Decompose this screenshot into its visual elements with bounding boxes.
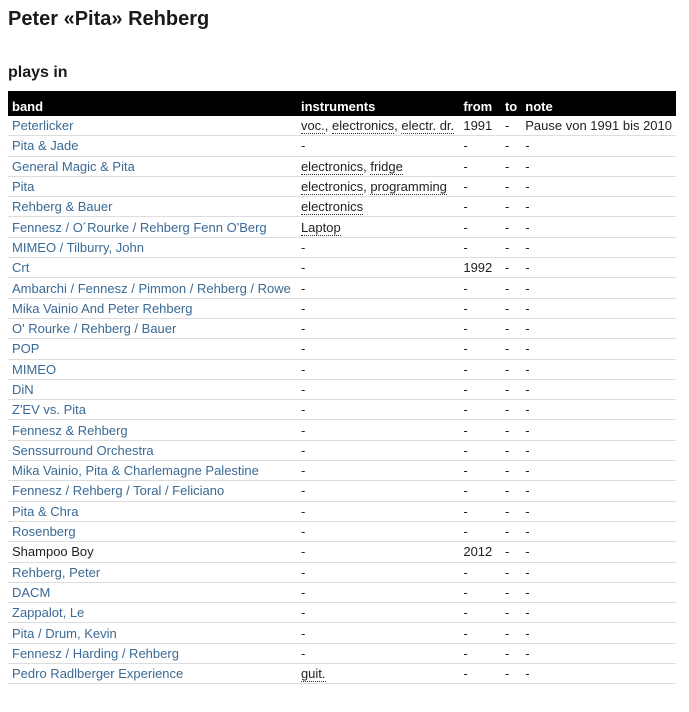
note-cell: -	[521, 542, 676, 562]
instruments-cell: -	[297, 359, 459, 379]
to-cell: -	[501, 258, 521, 278]
to-cell: -	[501, 521, 521, 541]
band-link[interactable]: DACM	[12, 584, 51, 600]
table-row	[8, 664, 676, 684]
to-cell: -	[501, 379, 521, 399]
from-cell: -	[459, 643, 501, 663]
band-cell	[8, 217, 297, 237]
to-cell: -	[501, 278, 521, 298]
band-cell	[8, 562, 297, 582]
instruments-cell	[297, 156, 459, 176]
band-link[interactable]: O' Rourke / Rehberg / Bauer	[12, 321, 177, 337]
table-row	[8, 278, 676, 298]
note-cell: -	[521, 521, 676, 541]
to-cell: -	[501, 461, 521, 481]
table-row	[8, 440, 676, 460]
instrument-tag[interactable]: fridge	[370, 158, 403, 174]
to-cell: -	[501, 156, 521, 176]
instruments-cell: -	[297, 318, 459, 338]
to-cell: -	[501, 664, 521, 684]
band-link[interactable]: Pita & Jade	[12, 138, 79, 154]
instruments-cell: -	[297, 258, 459, 278]
instruments-cell: -	[297, 440, 459, 460]
band-cell	[8, 359, 297, 379]
from-cell: -	[459, 420, 501, 440]
note-cell: -	[521, 318, 676, 338]
band-link[interactable]: DiN	[12, 382, 34, 397]
page-title: Peter «Pita» Rehberg	[8, 8, 210, 30]
from-cell: -	[459, 217, 501, 237]
band-cell	[8, 197, 297, 217]
note-cell: -	[521, 258, 676, 278]
from-cell: -	[459, 521, 501, 541]
band-link[interactable]: Peterlicker	[12, 118, 74, 134]
from-cell: -	[459, 359, 501, 379]
instrument-separator: ,	[363, 158, 371, 174]
to-cell: -	[501, 440, 521, 460]
note-cell: -	[521, 379, 676, 399]
band-link[interactable]: General Magic & Pita	[12, 158, 135, 174]
table-row	[8, 501, 676, 521]
instrument-separator: ,	[324, 118, 333, 134]
instruments-cell: -	[297, 339, 459, 359]
note-cell: -	[521, 237, 676, 257]
to-cell: -	[501, 623, 521, 643]
band-cell	[8, 664, 297, 684]
table-row	[8, 623, 676, 643]
instruments-cell: -	[297, 237, 459, 257]
instruments-cell: -	[297, 643, 459, 663]
note-cell: -	[521, 156, 676, 176]
table-row	[8, 542, 676, 562]
instrument-separator: ,	[363, 179, 371, 195]
table-row	[8, 643, 676, 663]
to-cell: -	[501, 582, 521, 602]
band-cell	[8, 339, 297, 359]
from-cell: -	[459, 379, 501, 399]
note-cell: -	[521, 400, 676, 420]
band-cell	[8, 258, 297, 278]
header-instruments: instruments	[297, 91, 459, 116]
from-cell: -	[459, 461, 501, 481]
band-cell	[8, 582, 297, 602]
instrument-tag[interactable]: electronics	[332, 118, 395, 134]
note-cell: -	[521, 197, 676, 217]
instruments-cell	[297, 176, 459, 196]
from-cell: -	[459, 603, 501, 623]
band-cell	[8, 318, 297, 338]
table-row	[8, 379, 676, 399]
table-row	[8, 521, 676, 541]
from-cell: -	[459, 440, 501, 460]
note-cell: -	[521, 136, 676, 156]
from-cell: -	[459, 298, 501, 318]
band-link[interactable]: Rehberg & Bauer	[12, 199, 113, 215]
table-body	[8, 116, 676, 684]
from-cell: -	[459, 156, 501, 176]
instruments-cell: -	[297, 623, 459, 643]
band-cell	[8, 379, 297, 399]
note-cell: -	[521, 623, 676, 643]
to-cell: -	[501, 339, 521, 359]
from-cell: -	[459, 339, 501, 359]
to-cell: -	[501, 197, 521, 217]
band-cell	[8, 116, 297, 136]
band-cell	[8, 156, 297, 176]
from-cell: -	[459, 582, 501, 602]
to-cell: -	[501, 217, 521, 237]
instruments-cell: -	[297, 379, 459, 399]
to-cell: -	[501, 420, 521, 440]
table-row	[8, 116, 676, 136]
band-name: Shampoo Boy	[12, 544, 94, 560]
instrument-tag[interactable]: Laptop	[300, 219, 341, 235]
instruments-cell	[297, 664, 459, 684]
table-row	[8, 217, 676, 237]
band-link[interactable]: Mika Vainio, Pita & Charlemagne Palestine	[12, 463, 259, 479]
to-cell: -	[501, 603, 521, 623]
note-cell: -	[521, 582, 676, 602]
band-cell	[8, 501, 297, 521]
table-row	[8, 237, 676, 257]
instruments-cell: -	[297, 521, 459, 541]
band-cell	[8, 440, 297, 460]
note-cell: -	[521, 664, 676, 684]
table-row	[8, 197, 676, 217]
table-row	[8, 298, 676, 318]
band-cell	[8, 237, 297, 257]
to-cell: -	[501, 562, 521, 582]
band-link[interactable]: Fennesz / Rehberg / Toral / Feliciano	[12, 483, 225, 499]
note-cell: -	[521, 298, 676, 318]
from-cell: -	[459, 176, 501, 196]
instruments-cell: -	[297, 501, 459, 521]
band-cell	[8, 420, 297, 440]
instruments-cell: -	[297, 420, 459, 440]
note-cell: -	[521, 603, 676, 623]
header-band: band	[8, 91, 297, 116]
from-cell: -	[459, 318, 501, 338]
to-cell: -	[501, 298, 521, 318]
to-cell: -	[501, 237, 521, 257]
band-cell	[8, 521, 297, 541]
to-cell: -	[501, 643, 521, 663]
bands-table	[8, 91, 676, 684]
table-row	[8, 562, 676, 582]
note-cell: -	[521, 217, 676, 237]
table-row	[8, 400, 676, 420]
band-cell	[8, 481, 297, 501]
instrument-tag[interactable]: electronics	[300, 158, 364, 174]
from-cell: -	[459, 278, 501, 298]
instrument-tag[interactable]: electr. dr.	[401, 118, 455, 134]
table-row	[8, 339, 676, 359]
note-cell: -	[521, 420, 676, 440]
note-cell: -	[521, 359, 676, 379]
band-cell	[8, 400, 297, 420]
band-link[interactable]: Pedro Radlberger Experience	[12, 666, 184, 682]
band-link[interactable]: Ambarchi / Fennesz / Pimmon / Rehberg / Rowe	[12, 280, 291, 296]
instrument-tag[interactable]: guit.	[300, 666, 326, 682]
band-link[interactable]: Pita / Drum, Kevin	[12, 625, 117, 641]
to-cell: -	[501, 542, 521, 562]
band-cell	[8, 542, 297, 562]
band-cell	[8, 643, 297, 663]
instruments-cell: -	[297, 298, 459, 318]
note-cell: Pause von 1991 bis 2010	[521, 116, 676, 136]
from-cell: 2012	[459, 542, 501, 562]
note-cell: -	[521, 339, 676, 359]
band-cell	[8, 278, 297, 298]
instrument-tag[interactable]: programming	[370, 179, 447, 195]
table-row	[8, 176, 676, 196]
band-link[interactable]: Pita & Chra	[12, 503, 79, 519]
table-row	[8, 258, 676, 278]
table-row	[8, 156, 676, 176]
header-from: from	[459, 91, 501, 116]
header-row	[8, 91, 676, 116]
table-row	[8, 136, 676, 156]
instruments-cell: -	[297, 400, 459, 420]
from-cell: -	[459, 501, 501, 521]
instrument-tag[interactable]: electronics	[300, 199, 364, 215]
band-link[interactable]: Fennesz & Rehberg	[12, 422, 128, 438]
header-note: note	[521, 91, 676, 116]
table-row	[8, 582, 676, 602]
band-link[interactable]: Senssurround Orchestra	[12, 442, 154, 458]
to-cell: -	[501, 481, 521, 501]
from-cell: -	[459, 237, 501, 257]
band-link[interactable]: Fennesz / Harding / Rehberg	[12, 645, 179, 661]
band-cell	[8, 461, 297, 481]
band-link[interactable]: Pita	[12, 179, 35, 195]
instruments-cell	[297, 116, 459, 136]
note-cell: -	[521, 461, 676, 481]
to-cell: -	[501, 176, 521, 196]
header-to: to	[501, 91, 521, 116]
table-row	[8, 420, 676, 440]
instrument-separator: ,	[394, 118, 402, 134]
instruments-cell: -	[297, 603, 459, 623]
band-link[interactable]: MIMEO / Tilburry, John	[12, 239, 144, 255]
from-cell: -	[459, 664, 501, 684]
table-row	[8, 318, 676, 338]
band-cell	[8, 623, 297, 643]
instruments-cell: -	[297, 278, 459, 298]
to-cell: -	[501, 400, 521, 420]
band-link[interactable]: Zappalot, Le	[12, 605, 85, 621]
band-link[interactable]: Mika Vainio And Peter Rehberg	[12, 300, 193, 316]
table-header	[8, 91, 676, 116]
table-row	[8, 461, 676, 481]
note-cell: -	[521, 562, 676, 582]
table-row	[8, 359, 676, 379]
to-cell: -	[501, 359, 521, 379]
note-cell: -	[521, 176, 676, 196]
band-link[interactable]: Crt	[12, 260, 30, 276]
instruments-cell: -	[297, 481, 459, 501]
band-link[interactable]: MIMEO	[12, 361, 57, 377]
band-link[interactable]: Rehberg, Peter	[12, 564, 101, 580]
instruments-cell: -	[297, 542, 459, 562]
to-cell: -	[501, 501, 521, 521]
from-cell: -	[459, 481, 501, 501]
instruments-cell: -	[297, 136, 459, 156]
band-link[interactable]: Z'EV vs. Pita	[12, 402, 87, 418]
from-cell: -	[459, 562, 501, 582]
from-cell: 1992	[459, 258, 501, 278]
to-cell: -	[501, 318, 521, 338]
instruments-cell: -	[297, 562, 459, 582]
note-cell: -	[521, 278, 676, 298]
to-cell: -	[501, 116, 521, 136]
instrument-tag[interactable]: electronics	[300, 179, 364, 195]
band-cell	[8, 176, 297, 196]
instruments-cell	[297, 217, 459, 237]
band-link[interactable]: POP	[12, 341, 40, 357]
table-row	[8, 603, 676, 623]
from-cell: 1991	[459, 116, 501, 136]
instruments-cell	[297, 197, 459, 217]
table-row	[8, 481, 676, 501]
section-title: plays in	[8, 64, 68, 81]
instrument-tag[interactable]: voc.	[300, 118, 325, 134]
band-cell	[8, 298, 297, 318]
instruments-cell: -	[297, 582, 459, 602]
note-cell: -	[521, 440, 676, 460]
note-cell: -	[521, 501, 676, 521]
note-cell: -	[521, 643, 676, 663]
note-cell: -	[521, 481, 676, 501]
from-cell: -	[459, 197, 501, 217]
from-cell: -	[459, 136, 501, 156]
to-cell: -	[501, 136, 521, 156]
band-cell	[8, 603, 297, 623]
band-link[interactable]: Fennesz / O´Rourke / Rehberg Fenn O'Berg	[12, 219, 267, 235]
instruments-cell: -	[297, 461, 459, 481]
band-link[interactable]: Rosenberg	[12, 524, 76, 540]
from-cell: -	[459, 400, 501, 420]
from-cell: -	[459, 623, 501, 643]
band-cell	[8, 136, 297, 156]
